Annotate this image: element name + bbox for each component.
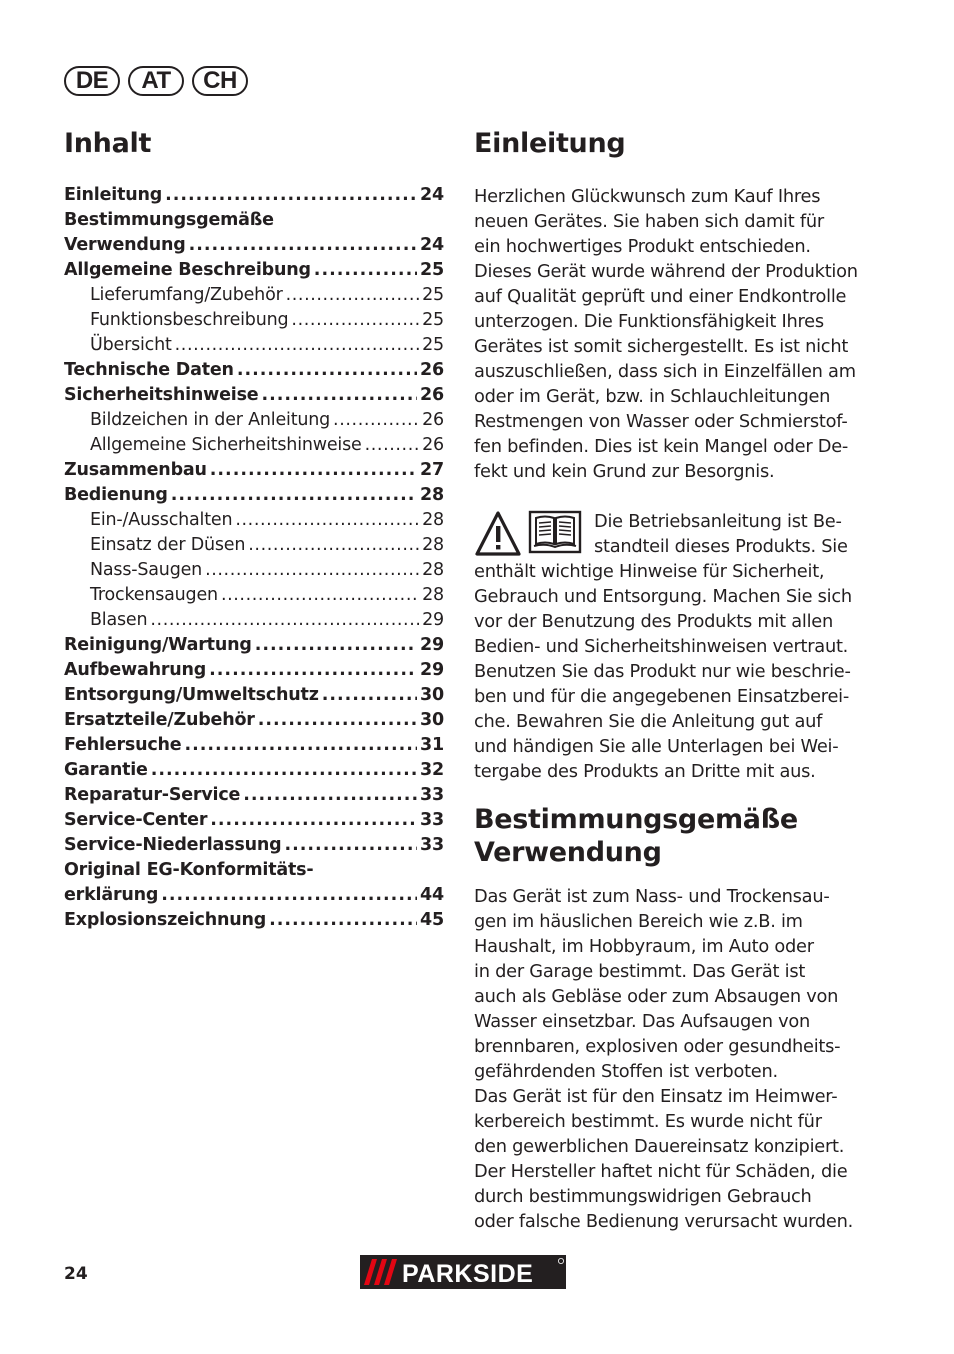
- toc-entry-title: Service-Niederlassung: [64, 835, 282, 855]
- toc-entry-title: Blasen: [90, 610, 148, 630]
- toc-entry-title: Zusammenbau: [64, 460, 207, 480]
- toc-entry: [64, 283, 444, 308]
- page-number: 24: [64, 1264, 88, 1284]
- toc-entry: [64, 408, 444, 433]
- toc-entry: [64, 583, 444, 608]
- toc-entry: [64, 708, 444, 733]
- toc-entry-page: 28: [422, 560, 444, 580]
- toc-entry-page: 28: [422, 585, 444, 605]
- toc-entry-page: 30: [420, 685, 444, 705]
- country-tab-de: DE: [64, 66, 120, 96]
- intro-paragraph: Herzlichen Glückwunsch zum Kauf Ihres neuen Gerätes. Sie haben sich damit für ein hochwertiges Produkt entschieden. Dieses Gerät wurde während der Produktion auf Qualität geprüft und einer Endkontrolle unterzogen. Die Funktionsfähigkeit Ihres Gerätes ist somit sichergestellt. Es ist nicht auszuschließen, dass sich in Einzelfällen am oder im Gerät, bzw. in Schlauchleitungen Restmengen von Wasser oder Schmierstof- fen befinden. Dies ist kein Mangel oder De- fekt und kein Grund zur Besorgnis.: [474, 186, 858, 482]
- toc-entry-page: 24: [420, 185, 444, 205]
- toc-entry: [64, 358, 444, 383]
- notice-section: [474, 559, 864, 784]
- toc-entry-title: Nass-Saugen: [90, 560, 203, 580]
- toc-entry-title: Aufbewahrung: [64, 660, 207, 680]
- toc-entry-title: Verwendung: [64, 235, 186, 255]
- toc-entry: [64, 783, 444, 808]
- toc-entry-title: erklärung: [64, 885, 159, 905]
- toc-entry: [64, 883, 444, 908]
- toc-entry-page: 45: [420, 910, 444, 930]
- toc-entry: [64, 833, 444, 858]
- toc-leader-dots: [151, 758, 417, 783]
- intended-use-section: [474, 884, 864, 1234]
- intro-section: [474, 184, 864, 484]
- toc-entry-title: Reparatur-Service: [64, 785, 241, 805]
- toc-leader-dots: [161, 883, 417, 908]
- toc-entry-title: Ersatzteile/Zubehör: [64, 710, 255, 730]
- parkside-logo: [360, 1255, 566, 1289]
- intended-use-paragraph: Das Gerät ist zum Nass- und Trockensau- gen im häuslichen Bereich wie z.B. im Haushalt, im Hobbyraum, im Auto oder in der Garage bestimmt. Das Gerät ist auch als Gebläse oder zum Absaugen von Wasser einsetzbar. Das Aufsaugen von brennbaren, explosiven oder gesundheits- gefährdenden Stoffen ist verboten. Das Gerät ist für den Einsatz im Heimwer- kerbereich bestimmt. Es wurde nicht für den gewerblichen Dauereinsatz konzipiert. Der Hersteller haftet nicht für Schäden, die durch bestimmungswidrigen Gebrauch oder falsche Bedienung verursacht wurden.: [474, 886, 854, 1232]
- toc-entry-page: 26: [420, 385, 444, 405]
- toc-leader-dots: [248, 533, 419, 558]
- toc-entry-title: Fehlersuche: [64, 735, 182, 755]
- notice-short-lines: [594, 509, 874, 559]
- toc-entry-page: 32: [420, 760, 444, 780]
- toc-entry-page: 28: [422, 510, 444, 530]
- notice-text: enthält wichtige Hinweise für Sicherheit, Gebrauch und Entsorgung. Machen Sie sich vor der Benutzung des Produkts mit allen Bedien- und Sicherheitshinweisen vertraut. Benutzen Sie das Produkt nur wie beschrie- ben und für die angegebenen Einsatzberei- che. Bewahren Sie die Anleitung gut auf und händigen Sie alle Unterlagen bei Wei- tergabe des Produkts an Dritte mit aus.: [474, 561, 852, 782]
- toc-leader-dots: [165, 183, 417, 208]
- toc-entry: [64, 533, 444, 558]
- toc-leader-dots: [261, 383, 417, 408]
- toc-entry-page: 29: [420, 660, 444, 680]
- toc-entry-title: Explosionszeichnung: [64, 910, 267, 930]
- toc-entry: [64, 333, 444, 358]
- toc-leader-dots: [291, 308, 419, 333]
- toc-leader-dots: [221, 583, 419, 608]
- toc-entry-title: Garantie: [64, 760, 148, 780]
- toc-heading: Inhalt: [64, 128, 152, 159]
- toc-entry-title: Entsorgung/Umweltschutz: [64, 685, 319, 705]
- toc-leader-dots: [255, 633, 417, 658]
- toc-entry: [64, 433, 444, 458]
- toc-entry-page: 30: [420, 710, 444, 730]
- toc-entry-title: Bildzeichen in der Anleitung: [90, 410, 331, 430]
- toc-leader-dots: [365, 433, 420, 458]
- intro-heading: Einleitung: [474, 128, 626, 159]
- toc-entry-title: Bedienung: [64, 485, 168, 505]
- toc-entry: [64, 458, 444, 483]
- toc-entry-page: 25: [422, 310, 444, 330]
- toc-leader-dots: [314, 258, 417, 283]
- toc-leader-dots: [243, 783, 417, 808]
- toc-entry-page: 28: [422, 535, 444, 555]
- toc-leader-dots: [189, 233, 417, 258]
- toc-entry: [64, 233, 444, 258]
- toc-entry-page: 44: [420, 885, 444, 905]
- toc-entry: [64, 508, 444, 533]
- toc-leader-dots: [210, 458, 417, 483]
- toc-entry-title: Sicherheitshinweise: [64, 385, 259, 405]
- toc-entry: [64, 808, 444, 833]
- toc-leader-dots: [258, 708, 417, 733]
- toc-entry: [64, 183, 444, 208]
- toc-entry: [64, 658, 444, 683]
- intended-use-heading-line2: Verwendung: [474, 837, 662, 868]
- toc-leader-dots: [333, 408, 419, 433]
- toc-leader-dots: [210, 808, 417, 833]
- toc-entry-title: Technische Daten: [64, 360, 234, 380]
- toc-entry-title: Übersicht: [90, 335, 172, 355]
- toc-leader-dots: [209, 658, 417, 683]
- toc-leader-dots: [184, 733, 417, 758]
- toc-entry: [64, 483, 444, 508]
- toc-entry-page: 26: [422, 410, 444, 430]
- toc-entry-title: Allgemeine Sicherheitshinweise: [90, 435, 362, 455]
- toc-leader-dots: [284, 833, 417, 858]
- toc-entry: [64, 858, 444, 883]
- toc-entry-title: Einsatz der Düsen: [90, 535, 246, 555]
- toc-entry-title: Ein-/Ausschalten: [90, 510, 233, 530]
- toc-entry: [64, 683, 444, 708]
- toc-entry-page: 25: [420, 260, 444, 280]
- toc-entry-title: Original EG-Konformitäts-: [64, 860, 314, 880]
- toc-leader-dots: [269, 908, 417, 933]
- toc-entry-title: Lieferumfang/Zubehör: [90, 285, 283, 305]
- toc-leader-dots: [237, 358, 417, 383]
- toc-leader-dots: [171, 483, 417, 508]
- toc-entry-page: 25: [422, 335, 444, 355]
- toc-entry-title: Funktionsbeschreibung: [90, 310, 289, 330]
- toc-leader-dots: [235, 508, 419, 533]
- toc-entry-title: Einleitung: [64, 185, 163, 205]
- toc-leader-dots: [175, 333, 419, 358]
- toc-entry-page: 33: [420, 785, 444, 805]
- toc-entry: [64, 733, 444, 758]
- toc-entry: [64, 758, 444, 783]
- intended-use-heading-line1: Bestimmungsgemäße: [474, 804, 798, 835]
- toc-entry-title: Trockensaugen: [90, 585, 218, 605]
- toc-leader-dots: [286, 283, 420, 308]
- toc-leader-dots: [322, 683, 417, 708]
- toc-entry-page: 29: [422, 610, 444, 630]
- toc-entry: [64, 908, 444, 933]
- toc-entry: [64, 208, 444, 233]
- toc-entry-page: 24: [420, 235, 444, 255]
- toc-entry-page: 29: [420, 635, 444, 655]
- toc-entry: [64, 608, 444, 633]
- toc-entry-page: 33: [420, 810, 444, 830]
- toc-entry: [64, 308, 444, 333]
- toc-entry-title: Bestimmungsgemäße: [64, 210, 274, 230]
- notice-text-start: Die Betriebsanleitung ist Be- standteil dieses Produkts. Sie: [594, 511, 848, 557]
- toc-leader-dots: [150, 608, 419, 633]
- toc-entry-page: 28: [420, 485, 444, 505]
- toc-entry: [64, 558, 444, 583]
- toc-entry: [64, 383, 444, 408]
- table-of-contents: [64, 183, 444, 933]
- toc-entry-page: 27: [420, 460, 444, 480]
- toc-entry-title: Reinigung/Wartung: [64, 635, 252, 655]
- country-tab-at: AT: [128, 66, 184, 96]
- toc-entry: [64, 258, 444, 283]
- toc-entry-page: 26: [422, 435, 444, 455]
- toc-entry-page: 26: [420, 360, 444, 380]
- logo-text: PARKSIDE: [402, 1260, 534, 1288]
- toc-entry-page: 33: [420, 835, 444, 855]
- read-manual-icon: [528, 510, 582, 554]
- toc-entry-title: Service-Center: [64, 810, 208, 830]
- toc-leader-dots: [205, 558, 419, 583]
- toc-entry-title: Allgemeine Beschreibung: [64, 260, 311, 280]
- toc-entry-page: 31: [420, 735, 444, 755]
- toc-entry: [64, 633, 444, 658]
- country-tab-ch: CH: [192, 66, 248, 96]
- toc-entry-page: 25: [422, 285, 444, 305]
